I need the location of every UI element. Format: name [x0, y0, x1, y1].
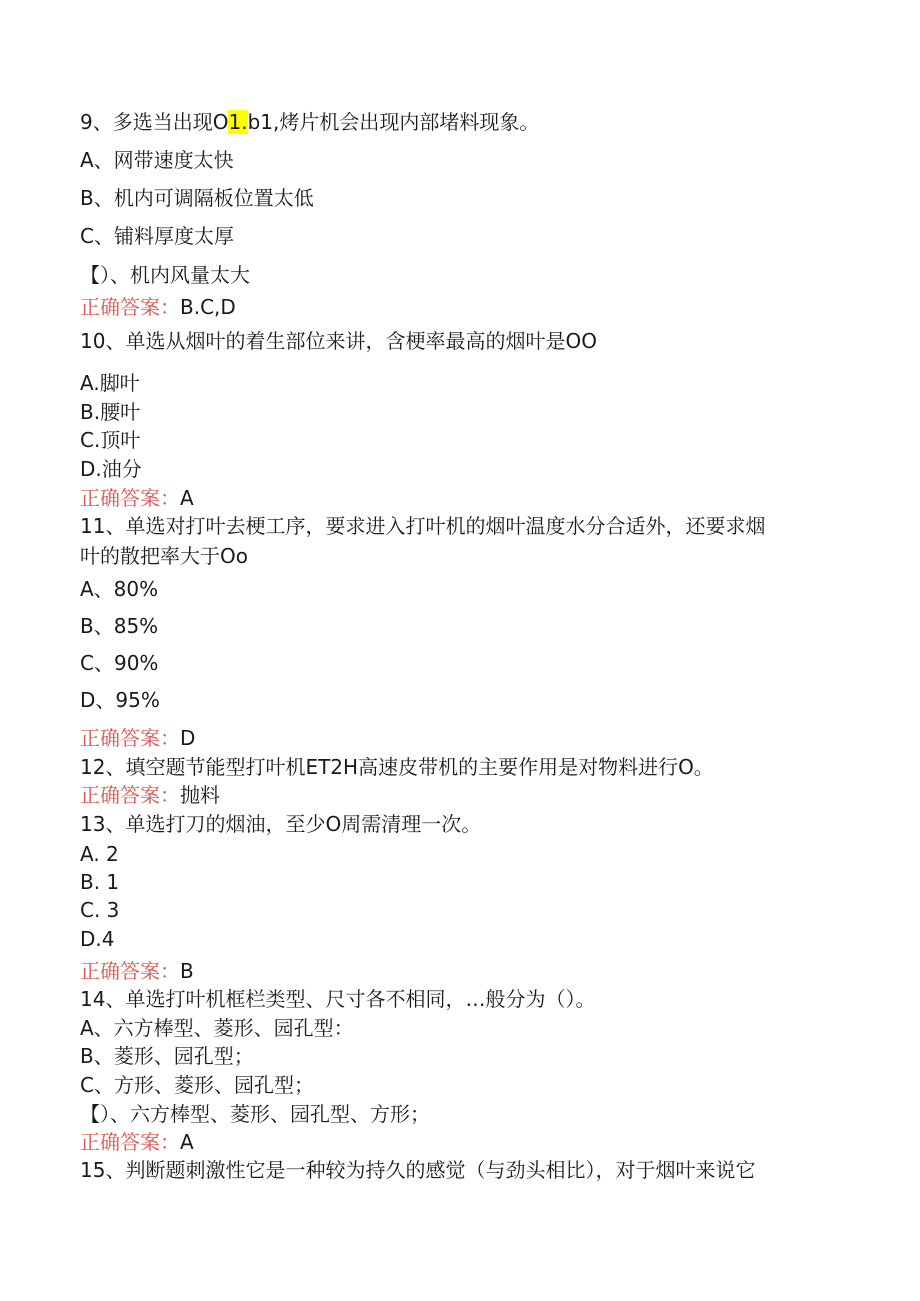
q9-option-c: C、铺料厚度太厚	[80, 224, 234, 248]
q13-option-b: B. 1	[80, 870, 120, 894]
q9-option-b: B、机内可调隔板位置太低	[80, 186, 314, 210]
q11-answer-value: D	[180, 726, 196, 750]
q11-stem-line2: 叶的散把率大于Oo	[80, 544, 248, 568]
q11-option-b: B、85%	[80, 614, 159, 638]
q13-answer	[80, 958, 194, 984]
q13-stem: 13、单选打刀的烟油，至少O周需清理一次。	[80, 812, 482, 836]
q14-option-c: C、方形、菱形、园孔型；	[80, 1073, 314, 1097]
q10-option-d: D.油分	[80, 457, 142, 481]
q14-answer-label: 正确答案：	[80, 1130, 180, 1154]
q13-answer-label: 正确答案：	[80, 959, 180, 983]
q14-answer	[80, 1129, 194, 1155]
q14-option-d: 【）、六方棒型、菱形、园孔型、方形；	[80, 1102, 430, 1126]
q12-answer-value: 抛料	[180, 783, 220, 807]
q9-option-a: A、网带速度太快	[80, 148, 234, 172]
q14-option-a: A、六方棒型、菱形、园孔型：	[80, 1016, 354, 1040]
q9-stem-highlight: 1.	[228, 110, 248, 134]
q9-option-d: 【）、机内风量太大	[80, 263, 250, 287]
q10-option-b: B.腰叶	[80, 400, 141, 424]
q10-option-c: C.顶叶	[80, 428, 141, 452]
q11-option-a: A、80%	[80, 577, 159, 601]
q10-option-a: A.脚叶	[80, 371, 140, 395]
q9-stem	[80, 109, 539, 135]
q11-option-d: D、95%	[80, 688, 160, 712]
q9-answer-value: B.C,D	[180, 295, 236, 319]
q13-option-d: D.4	[80, 927, 115, 951]
q9-answer	[80, 294, 236, 320]
q12-answer	[80, 782, 220, 808]
q9-stem-pre: 9、多选当出现O	[80, 110, 229, 134]
q10-answer	[80, 485, 194, 511]
q14-option-b: B、菱形、园孔型；	[80, 1044, 254, 1068]
q14-stem: 14、单选打叶机框栏类型、尺寸各不相同，…般分为（）。	[80, 987, 596, 1011]
q11-option-c: C、90%	[80, 651, 159, 675]
q11-answer-label: 正确答案：	[80, 726, 180, 750]
q9-answer-label: 正确答案：	[80, 295, 180, 319]
q10-answer-value: A	[180, 486, 194, 510]
q9-stem-post: b1,烤片机会出现内部堵料现象。	[247, 110, 540, 134]
q11-answer	[80, 725, 195, 751]
q14-answer-value: A	[180, 1130, 194, 1154]
q15-stem: 15、判断题刺激性它是一种较为持久的感觉（与劲头相比），对于烟叶来说它	[80, 1158, 756, 1182]
q11-stem-line1: 11、单选对打叶去梗工序，要求进入打叶机的烟叶温度水分合适外，还要求烟	[80, 514, 766, 538]
q13-option-a: A. 2	[80, 842, 119, 866]
q10-answer-label: 正确答案：	[80, 486, 180, 510]
q12-answer-label: 正确答案：	[80, 783, 180, 807]
q13-option-c: C. 3	[80, 898, 120, 922]
q10-stem: 10、单选从烟叶的着生部位来讲，含梗率最高的烟叶是OO	[80, 329, 597, 353]
q12-stem: 12、填空题节能型打叶机ET2H高速皮带机的主要作用是对物料进行O。	[80, 755, 714, 779]
q13-answer-value: B	[180, 959, 194, 983]
